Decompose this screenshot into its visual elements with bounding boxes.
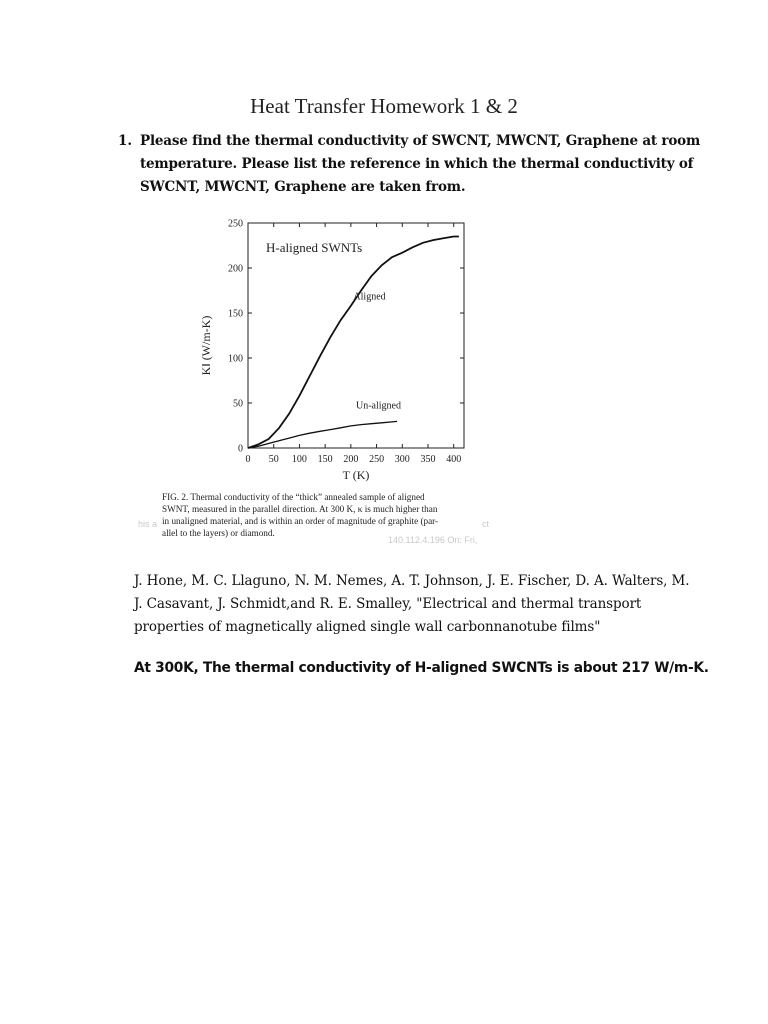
x-tick-label: 250 xyxy=(369,454,385,465)
figure-caption-line-2: SWNT, measured in the parallel direction. At 300 K, κ is much higher than xyxy=(162,504,438,514)
answer-text: At 300K, The thermal conductivity of H-aligned SWCNTs is about 217 W/m-K. xyxy=(134,660,709,676)
y-tick-label: 200 xyxy=(228,263,243,275)
x-tick-label: 100 xyxy=(291,454,307,465)
x-tick-label: 150 xyxy=(317,454,333,465)
y-tick-label: 0 xyxy=(238,443,243,455)
reference-line-3: properties of magnetically aligned single wall carbonnanotube films" xyxy=(134,619,601,635)
y-tick-label: 150 xyxy=(228,308,243,320)
question-line-3: SWCNT, MWCNT, Graphene are taken from. xyxy=(140,179,466,195)
y-tick-label: 50 xyxy=(233,398,243,410)
reference-line-2: J. Casavant, J. Schmidt,and R. E. Smalley, "Electrical and thermal transport xyxy=(134,596,642,612)
plot-frame xyxy=(248,223,464,448)
figure-caption-line-3: in unaligned material, and is within an order of magnitude of graphite (par- xyxy=(162,516,439,526)
question-number: 1. xyxy=(118,133,133,149)
reference-line-1: J. Hone, M. C. Llaguno, N. M. Nemes, A. T. Johnson, J. E. Fischer, D. A. Walters, M. xyxy=(134,573,690,589)
watermark-ip: 140.112.4.196 On: Fri, xyxy=(388,535,478,545)
y-tick-label: 250 xyxy=(228,218,243,230)
series-label-unaligned: Un-aligned xyxy=(356,400,401,412)
series-line-0 xyxy=(248,237,459,449)
figure-caption-line-4: allel to the layers) or diamond. xyxy=(162,528,275,538)
figure-caption-line-1: FIG. 2. Thermal conductivity of the “thick” annealed sample of aligned xyxy=(162,492,425,502)
question-line-1: Please find the thermal conductivity of SWCNT, MWCNT, Graphene at room xyxy=(140,133,701,149)
y-tick-label: 100 xyxy=(228,353,243,365)
thermal-conductivity-chart xyxy=(190,212,490,487)
x-tick-label: 300 xyxy=(394,454,410,465)
question-line-2: temperature. Please list the reference in which the thermal conductivity of xyxy=(140,156,694,172)
x-tick-label: 400 xyxy=(446,454,462,465)
x-tick-label: 50 xyxy=(268,454,279,465)
x-axis-label: T (K) xyxy=(342,468,370,482)
x-tick-label: 350 xyxy=(420,454,436,465)
chart-title: H-aligned SWNTs xyxy=(266,239,363,255)
x-tick-label: 200 xyxy=(343,454,359,465)
page-title: Heat Transfer Homework 1 & 2 xyxy=(250,94,518,118)
x-tick-label: 0 xyxy=(245,454,251,465)
watermark-right: ct xyxy=(482,519,490,529)
y-axis-label: K‖ (W/m-K) xyxy=(199,315,213,376)
series-line-1 xyxy=(248,421,397,448)
series-label-aligned: Aligned xyxy=(353,291,386,303)
watermark-left: his a xyxy=(138,519,158,529)
